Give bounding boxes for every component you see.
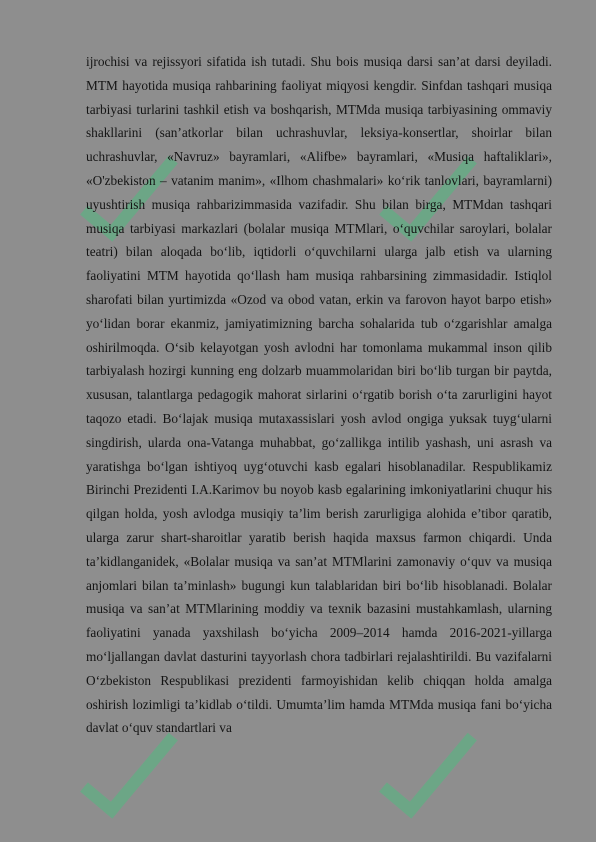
body-paragraph: ijrochisi va rejissyori sifatida ish tutadi. Shu bois musiqa darsi san’at darsi deyiladi. MTM hayotida musiqa rahbarining faoliyat miqyosi kengdir. Sinfdan tashqari musiqa tarbiyasi turlarini tashkil etish va boshqarish, MTMda musiqa tarbiyasining ommaviy shakllarini (san’atkorlar bilan uchrashuvlar, leksiya-konsertlar, shoirlar bilan uchrashuvlar, «Navruz» bayramlari, «Alifbe» bayramlari, «Musiqa haftaliklari», «O'zbekiston – vatanim manim», «Ilhom chashmalari» ko‘rik tanlovlari, bayramlarni) uyushtirish musiqa rahbarizimmasida vazifadir. Shu bilan birga, MTMdan tashqari musiqa tarbiyasi markazlari (bolalar musiqa MTMlari, o‘quvchilar saroylari, bolalar teatri) bilan aloqada bo‘lib, iqtidorli o‘quvchilarni ularga jalb etish va ularning faoliyatini MTM hayotida qo‘llash ham musiqa rahbarsining zimmasidadir. Istiqlol sharofati bilan yurtimizda «Ozod va obod vatan, erkin va farovon hayot barpo etish» yo‘lidan borar ekanmiz, jamiyatimizning barcha sohalarida tub o‘zgarishlar amalga oshirilmoqda. O‘sib kelayotgan yosh avlodni har tomonlama mukammal inson qilib tarbiyalash hozirgi kunning eng dolzarb muammolaridan biri bo‘lib turgan bir paytda, xususan, talantlarga pedagogik mahorat sirlarini o‘rgatib borish o‘ta zarurligini hayot taqozo etadi. Bo‘lajak musiqa mutaxassislari yosh avlod ongiga yuksak tuyg‘ularni singdirish, ularda ona-Vatanga muhabbat, go‘zallikga intilib yashash, uni asrash va yaratishga bo‘lgan ishtiyoq uyg‘otuvchi kasb egalari hisoblanadilar. Respublikamiz Birinchi Prezidenti I.A.Karimov bu noyob kasb egalarining imkoniyatlarini chuqur his qilgan holda, yosh avlodga musiqiy ta’lim berish zarurligiga alohida e’tibor qaratib, ularga zarur shart-sharoitlar yaratib berish haqida maxsus farmon chiqardi. Unda ta’kidlanganidek, «Bolalar musiqa va san’at MTMlarini zamonaviy o‘quv va musiqa anjomlari bilan ta’minlash» bugungi kun talablaridan biri bo‘lib hisoblanadi. Bolalar musiqa va san’at MTMlarining moddiy va texnik bazasini mustahkamlash, ularning faoliyatini yanada yaxshilash bo‘yicha 2009–2014 hamda 2016-2021-yillarga mo‘ljallangan davlat dasturini tayyorlash chora tadbirlari rejalashtirildi. Bu vazifalarni O‘zbekiston Respublikasi prezidenti farmoyishidan kelib chiqqan holda amalga oshirish lozimligi ta’kidlab o‘tildi. Umumta’lim hamda MTMda musiqa fani bo‘yicha davlat o‘quv standartlari va <box>86 54 552 736</box>
document-body <box>86 50 552 740</box>
